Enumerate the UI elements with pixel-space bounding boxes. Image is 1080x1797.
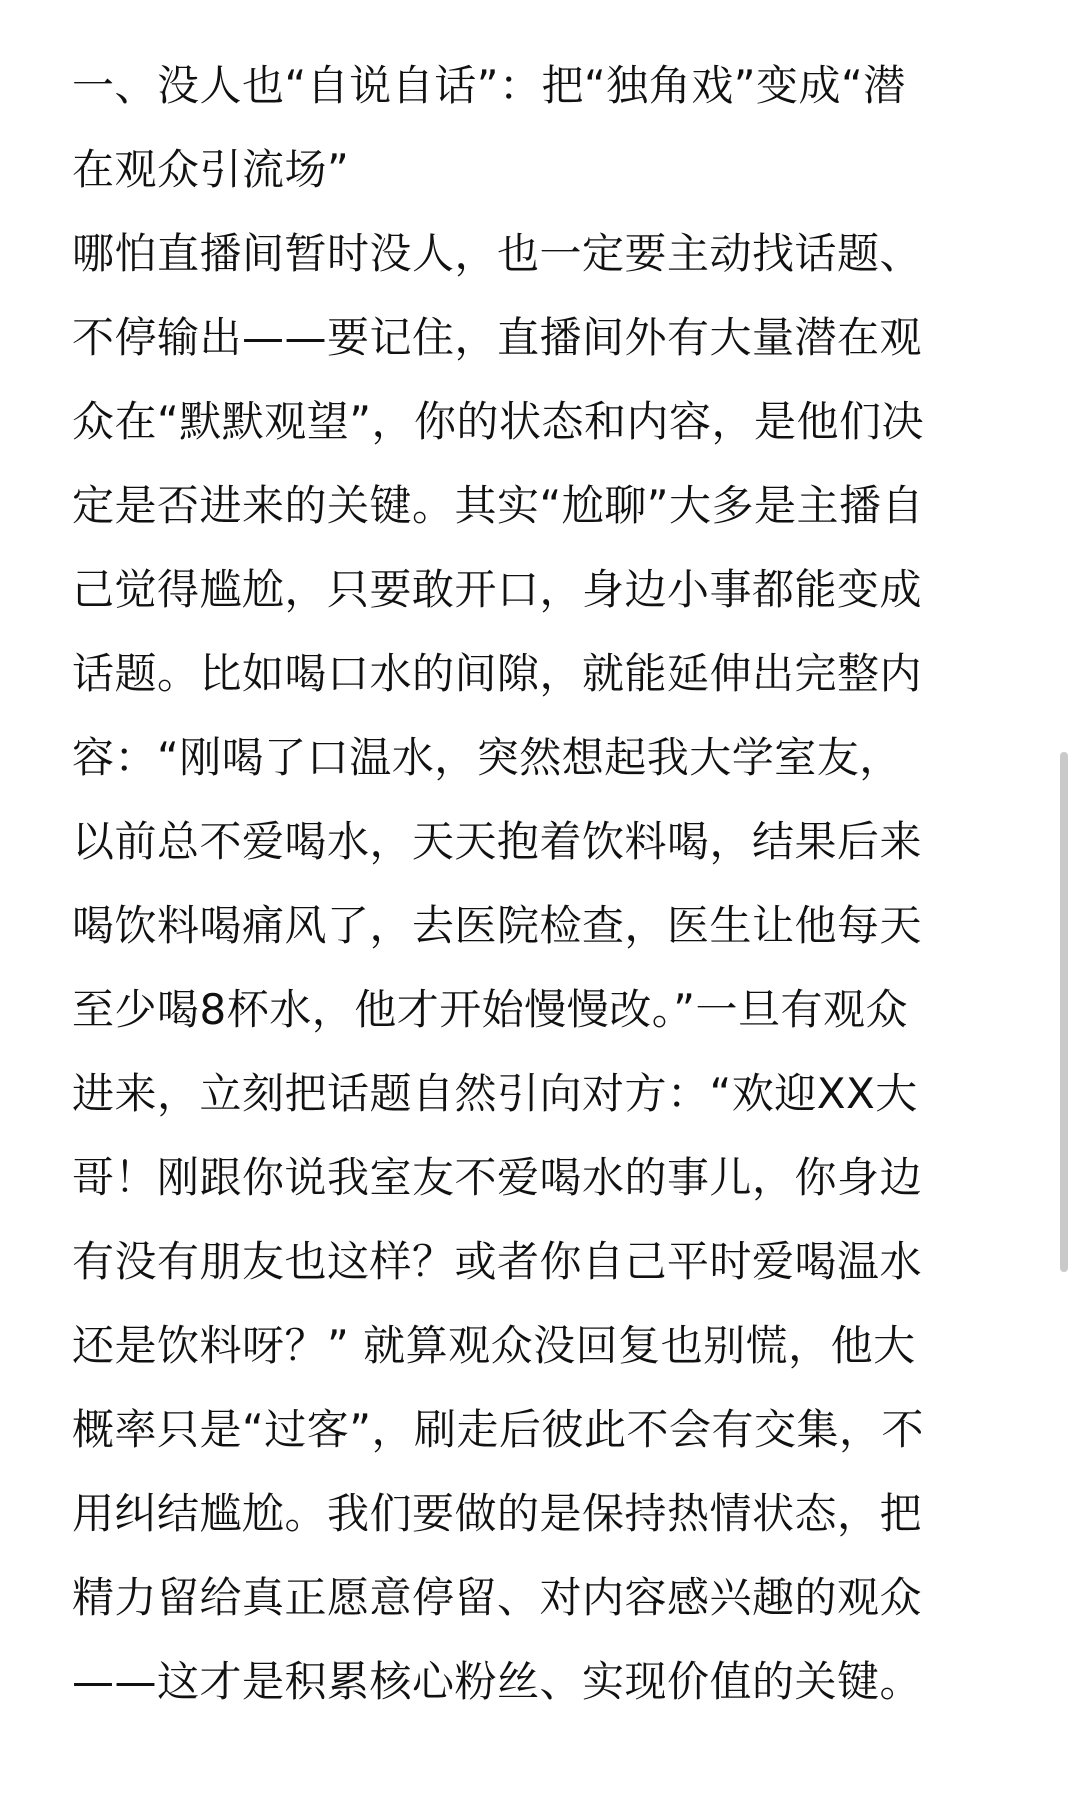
body-line: 哪怕直播间暂时没人，也一定要主动找话题、 xyxy=(72,229,923,278)
body-line: 还是饮料呀？” 就算观众没回复也别慌，他大 xyxy=(72,1321,916,1370)
body-line: 至少喝8杯水，他才开始慢慢改。”一旦有观众 xyxy=(72,985,908,1034)
article xyxy=(72,44,1022,1724)
body-line: 进来，立刻把话题自然引向对方：“欢迎XX大 xyxy=(72,1069,918,1118)
body-line: 不停输出——要记住，直播间外有大量潜在观 xyxy=(72,313,923,362)
body-line: 众在“默默观望”，你的状态和内容，是他们决 xyxy=(72,397,925,446)
heading-line: 一、没人也“自说自话”：把“独角戏”变成“潜 xyxy=(72,61,906,110)
body-line: 以前总不爱喝水，天天抱着饮料喝，结果后来 xyxy=(72,817,923,866)
body-line: 己觉得尴尬，只要敢开口，身边小事都能变成 xyxy=(72,565,923,614)
section-body xyxy=(72,212,1022,1724)
body-line: 用纠结尴尬。我们要做的是保持热情状态，把 xyxy=(72,1489,923,1538)
heading-line: 在观众引流场” xyxy=(72,145,350,194)
body-line: 精力留给真正愿意停留、对内容感兴趣的观众 xyxy=(72,1573,923,1622)
body-line: ——这才是积累核心粉丝、实现价值的关键。 xyxy=(72,1657,923,1706)
body-line: 喝饮料喝痛风了，去医院检查，医生让他每天 xyxy=(72,901,923,950)
vertical-scrollbar[interactable] xyxy=(1060,752,1068,1272)
body-line: 话题。比如喝口水的间隙，就能延伸出完整内 xyxy=(72,649,923,698)
body-line: 容：“刚喝了口温水，突然想起我大学室友， xyxy=(72,733,902,782)
body-line: 哥！刚跟你说我室友不爱喝水的事儿，你身边 xyxy=(72,1153,923,1202)
section-heading xyxy=(72,44,1022,212)
body-line: 有没有朋友也这样？或者你自己平时爱喝温水 xyxy=(72,1237,923,1286)
body-line: 概率只是“过客”，刷走后彼此不会有交集，不 xyxy=(72,1405,925,1454)
body-line: 定是否进来的关键。其实“尬聊”大多是主播自 xyxy=(72,481,925,530)
